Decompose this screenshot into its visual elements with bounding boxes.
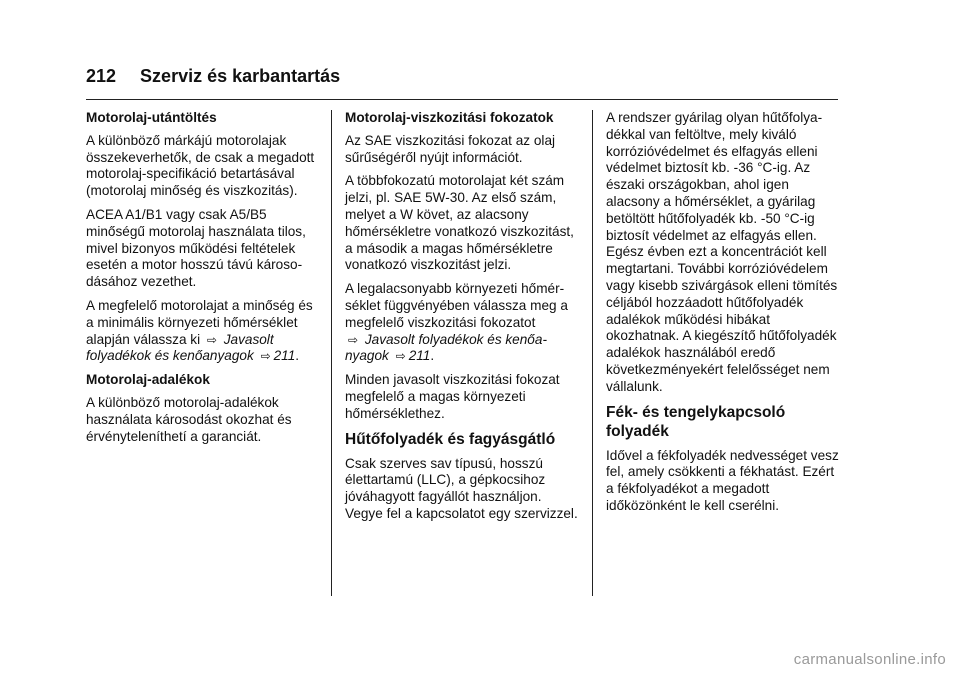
column-divider xyxy=(331,110,332,596)
page-header xyxy=(86,66,340,96)
paragraph-with-reference: A megfelelő motorolajat a minőség és a minimális környezeti hőmérséklet alapján válassza ki ⇨ Javasolt folyadékok és kenőanyagok ⇨ 211. xyxy=(86,297,313,364)
paragraph: A rendszer gyárilag olyan hűtőfolyadékkal van feltöltve, mely kiváló korrózióvédelmet és elfagyás elleni védelmet biztosít kb. -36 °C-ig. Az északi országokban, ahol igen alacsony a hőmérséklet, a gyárilag betöltött hűtőfolyadék kb. -50 °C-ig biztosít védelmet az elfagyás ellen. Egész évben ezt a koncentrációt kell megtartani. További korrózióvédelem vagy kisebb szivárgások elleni tömítés céljából hozzáadott hűtőfolyadék adalékok működési hibákat okozhatnak. A kiegészítő hűtőfolyadék adalékok használából eredő következményekért felelősséget nem vállalunk. xyxy=(606,110,838,394)
section-heading-brake-fluid: Fék- és tengelykapcsoló folyadék xyxy=(606,403,786,440)
cross-reference-page[interactable]: 211 xyxy=(273,348,296,364)
watermark: carmanualsonline.info xyxy=(793,651,946,668)
section-heading-oil-additives: Motorolaj-adalékok xyxy=(86,372,210,388)
paragraph: A különböző motorolaj-adalékok használata károsodást okozhat és érvényteleníthetí a garanciát. xyxy=(86,394,292,444)
section-heading-coolant: Hűtőfolyadék és fagyásgátló xyxy=(345,430,556,448)
paragraph: ACEA A1/B1 vagy csak A5/B5 minőségű motorolaj használata tilos, mivel bizonyos működési feltételek esetén a motor hosszú távú károsodásához vezethet. xyxy=(86,206,306,290)
header-rule xyxy=(86,99,838,100)
section-heading-oil-topup: Motorolaj-utántöltés xyxy=(86,110,217,125)
column-3 xyxy=(606,110,842,522)
page-reference-arrow-icon: ⇨ xyxy=(395,349,406,364)
paragraph-with-reference: A legalacsonyabb környezeti hőmérséklet függvényében válassza meg a megfelelő viszkozitási fokozatot ⇨ Javasolt folyadékok és kenőanyagok ⇨ 211. xyxy=(345,281,568,364)
paragraph: Csak szerves sav típusú, hosszú élettartamú (LLC), a gépkocsihoz jóváhagyott fagyállót használjon. Vegye fel a kapcsolatot egy szervizzel. xyxy=(345,455,578,521)
page-reference-arrow-icon: ⇨ xyxy=(206,332,217,347)
page-reference-arrow-icon: ⇨ xyxy=(260,349,271,364)
paragraph: Idővel a fékfolyadék nedvességet vesz fel, amely csökkenti a fékhatást. Ezért a fékfolyadékot a megadott időközönként le kell cserélni. xyxy=(606,447,839,513)
paragraph: Az SAE viszkozitási fokozat az olaj sűrűségéről nyújt információt. xyxy=(345,132,556,165)
page-reference-arrow-icon: ⇨ xyxy=(348,332,359,347)
paragraph: A többfokozatú motorolajat két szám jelzi, pl. SAE 5W-30. Az első szám, melyet a W követ, az alacsony hőmérsékletre vonatkozó viszkozitást, a második a magas hőmérsékletre vonatkozó viszkozitást jelzi. xyxy=(345,173,574,273)
column-1 xyxy=(86,110,318,452)
paragraph: A különböző márkájú motorolajak összekeverhetők, de csak a megadott motorolaj-specifikáció betartásával (motorolaj minőség és viszkozitás). xyxy=(86,132,315,199)
paragraph-text: A megfelelő motorolajat a minőség és a minimális környezeti hőmérséklet alapján válassza ki xyxy=(86,297,313,347)
paragraph-text: A legalacsonyabb környezeti hőmérséklet függvényében válassza meg a megfelelő viszkozitási fokozatot xyxy=(345,281,568,330)
chapter-title: Szerviz és karbantartás xyxy=(140,66,341,86)
cross-reference-link[interactable]: Javasolt folyadékok és kenőanyagok xyxy=(345,331,547,364)
page-number: 212 xyxy=(86,66,117,86)
cross-reference-page[interactable]: 211 xyxy=(408,348,431,364)
cross-reference-link[interactable]: Javasolt folyadékok és kenőanyagok xyxy=(86,331,274,364)
paragraph: Minden javasolt viszkozitási fokozat megfelelő a magas környezeti hőmérséklethez. xyxy=(345,372,560,421)
section-heading-viscosity: Motorolaj-viszkozitási fokozatok xyxy=(345,110,554,125)
column-divider xyxy=(592,110,593,596)
column-2 xyxy=(345,110,581,530)
